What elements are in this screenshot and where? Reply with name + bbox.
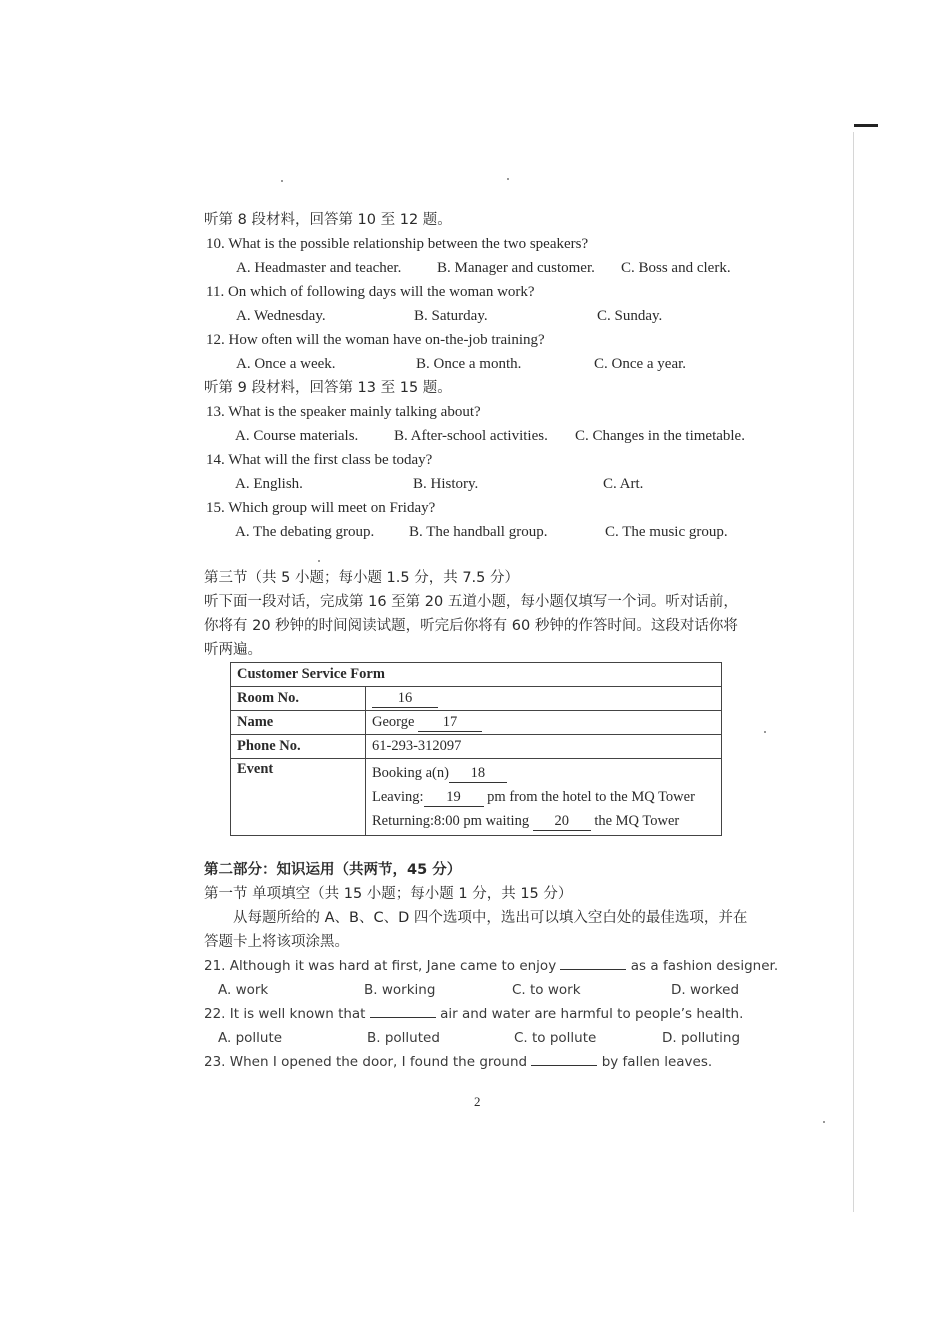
option-c: C. Once a year.	[594, 356, 687, 372]
option-a: A. The debating group.	[235, 524, 375, 540]
scan-edge-line	[853, 132, 854, 1212]
question-10-stem: 10. What is the possible relationship between the two speakers?	[206, 236, 589, 252]
event-line-booking	[372, 761, 715, 785]
stem-start: 23. When I opened the door, I found the ground	[204, 1054, 528, 1070]
question-15-stem: 15. Which group will meet on Friday?	[206, 500, 436, 516]
customer-service-form	[230, 662, 722, 836]
booking-prefix: Booking a(n)	[372, 765, 449, 781]
page-number: 2	[474, 1094, 481, 1109]
stem-end: air and water are harmful to people’s health.	[440, 1006, 744, 1022]
returning-prefix: Returning:8:00 pm waiting	[372, 813, 530, 829]
question-22-options	[204, 1026, 764, 1050]
question-21-options	[204, 978, 764, 1002]
event-line-leaving	[372, 785, 715, 809]
question-10-options	[204, 256, 764, 280]
option-a: A. English.	[235, 476, 303, 492]
option-c: C. Art.	[603, 476, 644, 492]
option-c: C. Changes in the timetable.	[575, 428, 745, 444]
section8-header: 听第 8 段材料，回答第 10 至 12 题。	[204, 212, 452, 228]
option-a: A. Headmaster and teacher.	[236, 260, 402, 276]
option-c: C. The music group.	[605, 524, 728, 540]
question-12-options	[204, 352, 764, 376]
event-details	[366, 759, 722, 836]
blank-16[interactable]: 16	[372, 690, 438, 708]
page-edge-mark	[854, 124, 878, 127]
part2-section1-header: 第一节 单项填空（共 15 小题；每小题 1 分，共 15 分）	[204, 886, 573, 902]
scan-speck	[823, 1121, 825, 1123]
stem-start: 22. It is well known that	[204, 1006, 366, 1022]
question-15-options	[204, 520, 764, 544]
option-d: D. worked	[671, 982, 740, 998]
stem-start: 21. Although it was hard at first, Jane came to enjoy	[204, 958, 557, 974]
option-a: A. pollute	[218, 1030, 283, 1046]
name-label: Name	[231, 711, 366, 735]
question-12-stem: 12. How often will the woman have on-the-job training?	[206, 332, 545, 348]
event-label: Event	[231, 759, 366, 836]
listening-questions	[204, 208, 764, 662]
blank-17[interactable]: 17	[418, 714, 482, 732]
room-label: Room No.	[231, 687, 366, 711]
phone-value: 61-293-312097	[366, 735, 722, 759]
event-line-returning	[372, 809, 715, 833]
section3-header: 第三节（共 5 小题；每小题 1.5 分，共 7.5 分）	[204, 570, 519, 586]
question-21-stem	[204, 954, 779, 978]
option-b: B. Manager and customer.	[437, 260, 595, 276]
option-b: B. polluted	[367, 1030, 440, 1046]
question-14-options	[204, 472, 764, 496]
question-11-options	[204, 304, 764, 328]
phone-label: Phone No.	[231, 735, 366, 759]
returning-suffix: the MQ Tower	[594, 813, 680, 829]
part2-instructions: 从每题所给的 A、B、C、D 四个选项中，选出可以填入空白处的最佳选项，并在答题卡上将该项涂黑。	[204, 910, 748, 950]
blank-19[interactable]: 19	[424, 789, 484, 807]
name-value	[366, 711, 722, 735]
question-13-stem: 13. What is the speaker mainly talking about?	[206, 404, 481, 420]
scan-speck	[281, 180, 283, 182]
blank-21[interactable]	[560, 969, 626, 970]
blank-23[interactable]	[531, 1065, 597, 1066]
option-a: A. work	[218, 982, 269, 998]
blank-18[interactable]: 18	[449, 765, 507, 783]
question-22-stem	[204, 1002, 764, 1026]
option-a: A. Wednesday.	[236, 308, 326, 324]
question-14-stem: 14. What will the first class be today?	[206, 452, 433, 468]
question-23-stem	[204, 1050, 764, 1074]
option-a: A. Course materials.	[235, 428, 359, 444]
option-d: D. polluting	[662, 1030, 741, 1046]
section9-header: 听第 9 段材料，回答第 13 至 15 题。	[204, 380, 452, 396]
blank-22[interactable]	[370, 1017, 436, 1018]
option-c: C. Sunday.	[597, 308, 663, 324]
option-c: C. to pollute	[514, 1030, 597, 1046]
option-b: B. History.	[413, 476, 479, 492]
form-title: Customer Service Form	[231, 663, 722, 687]
stem-end: by fallen leaves.	[601, 1054, 713, 1070]
option-b: B. The handball group.	[409, 524, 548, 540]
option-a: A. Once a week.	[236, 356, 336, 372]
scan-speck	[764, 731, 766, 733]
name-prefix: George	[372, 713, 415, 730]
leaving-prefix: Leaving:	[372, 789, 424, 805]
stem-end: as a fashion designer.	[630, 958, 779, 974]
section3-instructions: 听下面一段对话，完成第 16 至第 20 五道小题，每小题仅填写一个词。听对话前，你将有 20 秒钟的时间阅读试题，听完后你将有 60 秒钟的作答时间。这段对话你将听两遍。	[204, 594, 738, 658]
scan-speck	[507, 178, 509, 180]
option-c: C. Boss and clerk.	[621, 260, 731, 276]
option-b: B. working	[364, 982, 436, 998]
option-c: C. to work	[512, 982, 581, 998]
leaving-suffix: pm from the hotel to the MQ Tower	[487, 789, 695, 805]
question-13-options	[204, 424, 764, 448]
option-b: B. After-school activities.	[394, 428, 548, 444]
option-b: B. Once a month.	[416, 356, 522, 372]
question-11-stem: 11. On which of following days will the woman work?	[206, 284, 535, 300]
part2-header: 第二部分：知识运用（共两节，45 分）	[204, 862, 462, 878]
option-b: B. Saturday.	[414, 308, 488, 324]
knowledge-application-part	[204, 858, 779, 1074]
room-value	[366, 687, 722, 711]
blank-20[interactable]: 20	[533, 813, 591, 831]
